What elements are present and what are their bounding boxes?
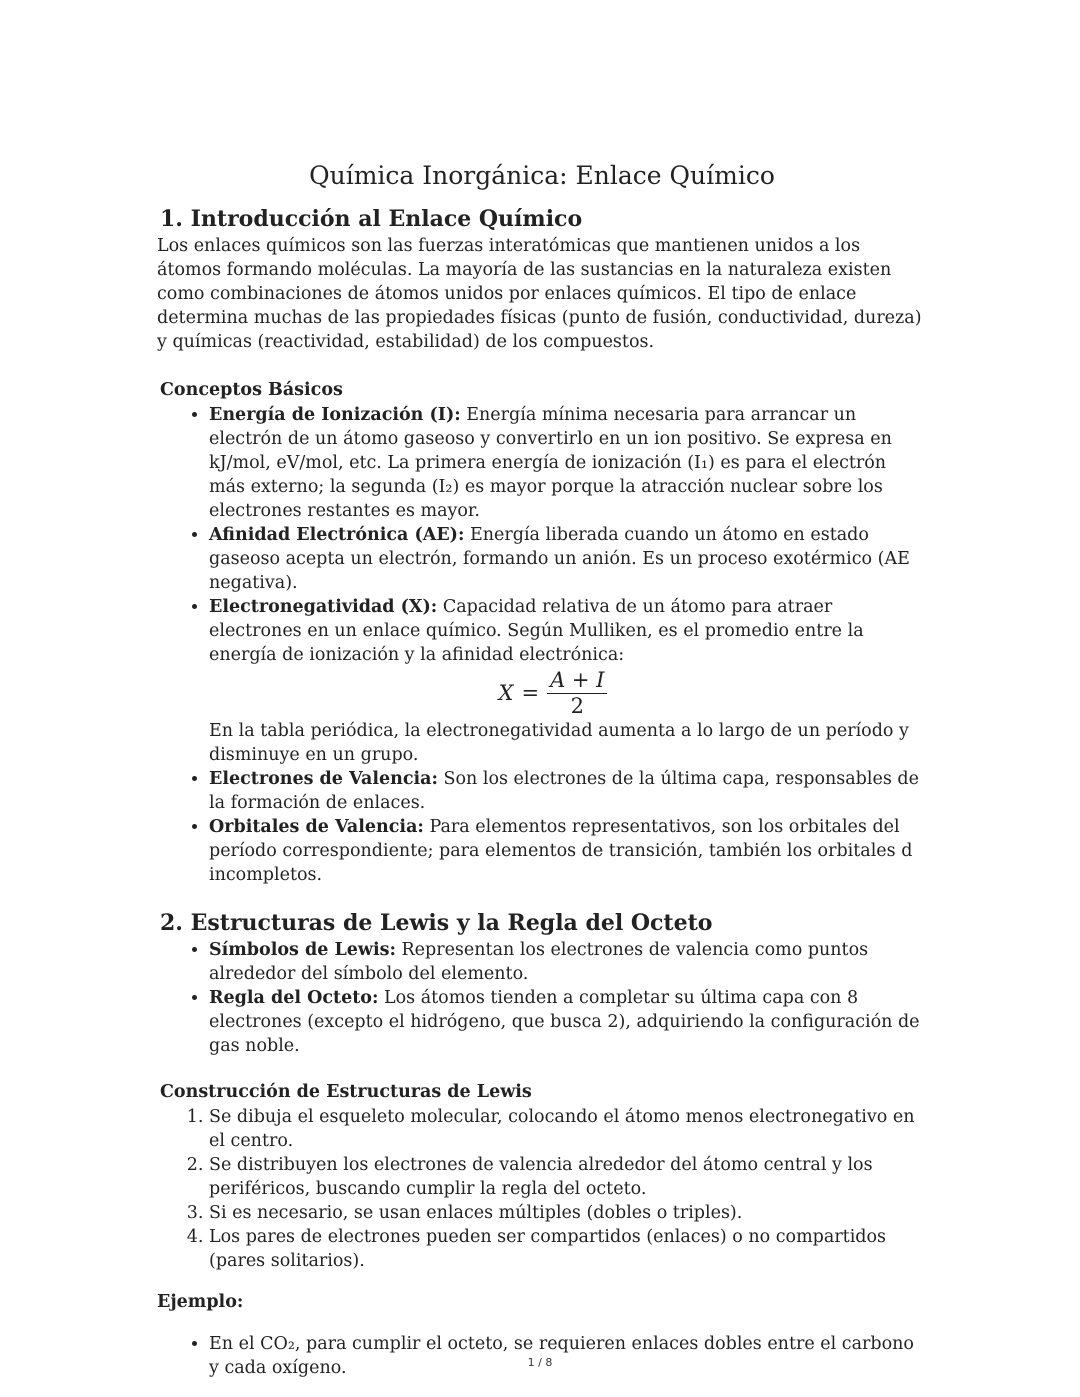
term: Electrones de Valencia: (209, 769, 438, 789)
list-item (209, 523, 927, 595)
document-page (157, 158, 927, 1380)
definition: Los átomos tienden a completar su última capa con 8 electrones (excepto el hidrógeno, que busca 2), adquiriendo la configuración de gas noble. (209, 988, 920, 1056)
list-item (209, 767, 927, 815)
definition: Para elementos representativos, son los orbitales del período correspondiente; para elementos de transición, también los orbitales d incompletos. (209, 817, 913, 885)
page-number: 1 / 8 (527, 1356, 553, 1369)
document-title: Química Inorgánica: Enlace Químico (309, 161, 775, 190)
formula-lhs: X (498, 681, 514, 705)
step-item: 3. Si es necesario, se usan enlaces múltiples (dobles o triples). (209, 1201, 927, 1225)
ejemplo-heading: Ejemplo: (157, 1292, 244, 1312)
definition: Energía liberada cuando un átomo en estado gaseoso acepta un electrón, formando un anión. Es un proceso exotérmico (AE negativa). (209, 525, 910, 593)
formula-equals: = (521, 681, 540, 705)
conceptos-list (157, 403, 927, 887)
construccion-heading: Construcción de Estructuras de Lewis (160, 1082, 532, 1102)
term: Orbitales de Valencia: (209, 817, 424, 837)
step-item: 4. Los pares de electrones pueden ser compartidos (enlaces) o no compartidos (pares solitarios). (209, 1225, 927, 1273)
lewis-list (157, 938, 927, 1058)
list-item: • En el CO₂, para cumplir el octeto, se requieren enlaces dobles entre el carbono y cada oxígeno. (209, 1332, 927, 1380)
list-item (209, 986, 927, 1058)
term: Regla del Octeto: (209, 988, 379, 1008)
list-item (209, 595, 927, 767)
conceptos-basicos-heading: Conceptos Básicos (160, 380, 343, 400)
section-1-heading: 1. Introducción al Enlace Químico (160, 206, 583, 232)
section-2-heading: 2. Estructuras de Lewis y la Regla del Octeto (160, 910, 713, 936)
term: Energía de Ionización (I): (209, 405, 461, 425)
definition: Capacidad relativa de un átomo para atraer electrones en un enlace químico. Según Mulliken, es el promedio entre la energía de ionización y la afinidad electrónica: (209, 597, 864, 665)
mulliken-formula (209, 669, 927, 717)
definition-continuation: En la tabla periódica, la electronegatividad aumenta a lo largo de un período y disminuye en un grupo. (209, 721, 909, 765)
definition: Representan los electrones de valencia como puntos alrededor del símbolo del elemento. (209, 940, 869, 984)
construction-steps (157, 1105, 927, 1273)
definition: Son los electrones de la última capa, responsables de la formación de enlaces. (209, 769, 919, 813)
list-item (209, 938, 927, 986)
list-item (209, 403, 927, 523)
term: Electronegatividad (X): (209, 597, 438, 617)
step-item: 2. Se distribuyen los electrones de valencia alrededor del átomo central y los periféricos, buscando cumplir la regla del octeto. (209, 1153, 927, 1201)
formula-fraction (547, 669, 607, 717)
formula-numerator: A + I (547, 669, 607, 694)
formula-denominator: 2 (570, 694, 584, 718)
term: Símbolos de Lewis: (209, 940, 396, 960)
definition: Energía mínima necesaria para arrancar un electrón de un átomo gaseoso y convertirlo en un ion positivo. Se expresa en kJ/mol, eV/mol, etc. La primera energía de ionización (I₁) es para el electrón más externo; la segunda (I₂) es mayor porque la atracción nuclear sobre los electrones restantes es mayor. (209, 405, 892, 521)
section-1-intro: Los enlaces químicos son las fuerzas interatómicas que mantienen unidos a los átomos formando moléculas. La mayoría de las sustancias en la naturaleza existen como combinaciones de átomos unidos por enlaces químicos. El tipo de enlace determina muchas de las propiedades físicas (punto de fusión, conductividad, dureza) y químicas (reactividad, estabilidad) de los compuestos. (157, 236, 922, 352)
list-item (209, 815, 927, 887)
step-item: 1. Se dibuja el esqueleto molecular, colocando el átomo menos electronegativo en el centro. (209, 1105, 927, 1153)
term: Afinidad Electrónica (AE): (209, 525, 465, 545)
